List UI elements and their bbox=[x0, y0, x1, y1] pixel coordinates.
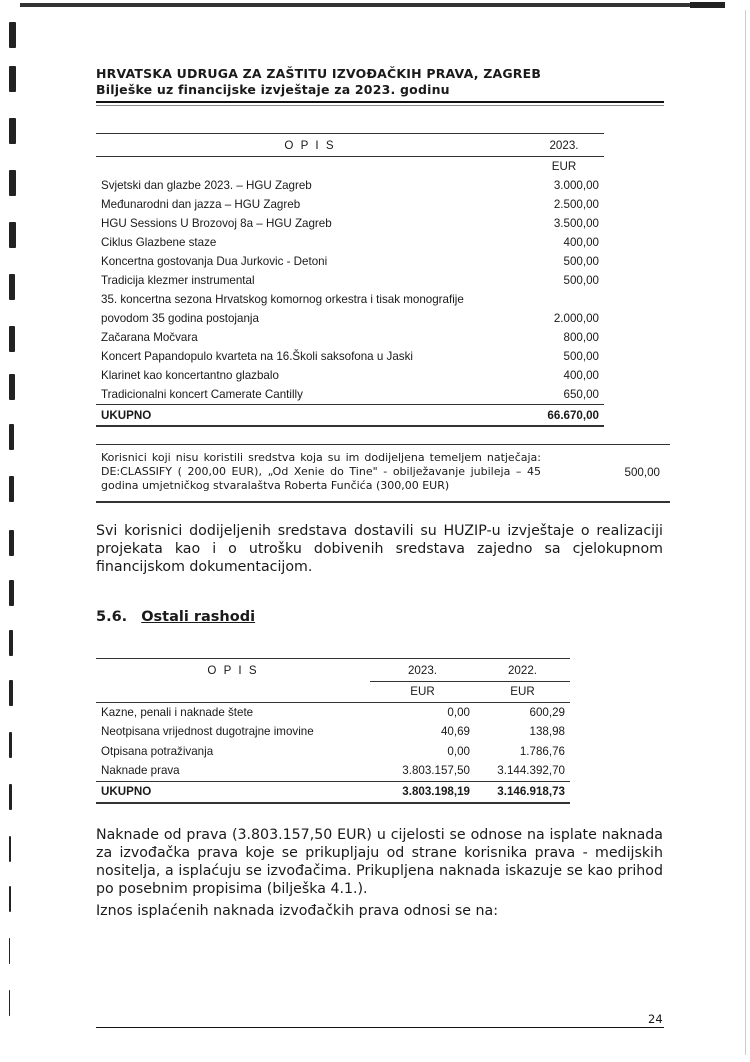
row-label: Kazne, penali i naknade štete bbox=[101, 705, 254, 719]
scan-edge-right bbox=[745, 10, 746, 1055]
punch-hole bbox=[9, 680, 13, 706]
scan-edge-top bbox=[20, 3, 725, 7]
table-row bbox=[96, 347, 604, 366]
table-row bbox=[96, 176, 604, 195]
paragraph-royalties: Naknade od prava (3.803.157,50 EUR) u cijelosti se odnose na isplate naknada za izvođačka prava koje se prikupljaju od strane korisnika prava - medijskih nositelja, a isplaćuju se izvođačima. Prikupljena naknada iskazuje se kao prihod po posebnim propisima (bilješka 4.1.). bbox=[96, 827, 663, 897]
row-label: Tradicionalni koncert Camerate Cantilly bbox=[96, 385, 524, 405]
footer-rule bbox=[96, 1027, 664, 1028]
table-header-row bbox=[96, 659, 570, 682]
column-header-opis: O P I S bbox=[96, 134, 524, 157]
row-value: 500,00 bbox=[563, 255, 599, 268]
row-value: 800,00 bbox=[563, 331, 599, 344]
row-value: 3.500,00 bbox=[553, 217, 599, 230]
organization-name: HRVATSKA UDRUGA ZA ZAŠTITU IZVOĐAČKIH PRAVA, ZAGREB bbox=[96, 66, 542, 81]
unused-funds-note bbox=[96, 444, 670, 503]
unit-label: EUR bbox=[551, 160, 577, 173]
unit-row bbox=[96, 157, 604, 177]
paragraph-payouts: Iznos isplaćenih naknada izvođačkih prava odnosi se na: bbox=[96, 903, 498, 919]
table-row bbox=[96, 252, 604, 271]
note-amount: 500,00 bbox=[624, 466, 660, 479]
punch-hole bbox=[9, 476, 14, 502]
total-label: UKUPNO bbox=[96, 781, 370, 803]
punch-hole bbox=[9, 784, 12, 810]
row-label: 35. koncertna sezona Hrvatskog komornog orkestra i tisak monografije bbox=[101, 293, 464, 306]
table-row bbox=[96, 761, 570, 781]
column-header-2023: 2023. bbox=[370, 659, 475, 682]
table-row bbox=[96, 271, 604, 290]
unit-row bbox=[96, 682, 570, 703]
row-label: Začarana Močvara bbox=[101, 331, 198, 344]
table-row bbox=[96, 722, 570, 742]
total-row bbox=[96, 781, 570, 803]
punch-hole bbox=[9, 66, 16, 92]
table-row bbox=[96, 214, 604, 233]
note-text: Korisnici koji nisu koristili sredstva koja su im dodijeljena temeljem natječaja: DE:CLASSIFY ( 200,00 EUR), „Od Xenie do Tine" - obilježavanje jubileja – 45 godina umjetničkog stvaralaštva Roberta Funčića (300,00 EUR) bbox=[101, 451, 541, 492]
column-header-year: 2023. bbox=[524, 134, 604, 157]
row-value-2023: 0,00 bbox=[447, 705, 470, 719]
row-value: 3.000,00 bbox=[553, 179, 599, 192]
total-value: 66.670,00 bbox=[524, 405, 604, 427]
row-value: 400,00 bbox=[563, 369, 599, 382]
table-row bbox=[96, 290, 604, 309]
punch-hole bbox=[9, 424, 14, 450]
row-label: Ciklus Glazbene staze bbox=[101, 236, 217, 249]
row-label: Otpisana potraživanja bbox=[101, 744, 214, 758]
total-row bbox=[96, 405, 604, 427]
document-subtitle: Bilješke uz financijske izvještaje za 2023. godinu bbox=[96, 82, 450, 97]
punch-hole bbox=[9, 990, 10, 1016]
row-value-2022: 138,98 bbox=[529, 725, 565, 739]
row-value-2023: 40,69 bbox=[440, 725, 470, 739]
unit-label: EUR bbox=[475, 682, 570, 703]
punch-hole bbox=[9, 938, 10, 964]
table-row bbox=[96, 233, 604, 252]
row-value: 650,00 bbox=[524, 385, 604, 405]
total-value-2023: 3.803.198,19 bbox=[370, 781, 475, 803]
row-value-2023: 3.803.157,50 bbox=[370, 761, 475, 781]
row-label: Svjetski dan glazbe 2023. – HGU Zagreb bbox=[101, 179, 312, 192]
page-number: 24 bbox=[648, 1012, 663, 1026]
punch-hole bbox=[9, 222, 16, 248]
row-value: 2.500,00 bbox=[553, 198, 599, 211]
row-value: 500,00 bbox=[563, 274, 599, 287]
row-value: 400,00 bbox=[563, 236, 599, 249]
table-header-row bbox=[96, 134, 604, 157]
section-number: 5.6. bbox=[96, 609, 128, 625]
row-label: povodom 35 godina postojanja bbox=[101, 312, 259, 325]
table-row bbox=[96, 702, 570, 722]
header-rule bbox=[96, 101, 664, 103]
header-rule-thin bbox=[96, 105, 664, 106]
section-heading bbox=[96, 609, 255, 625]
column-header-2022: 2022. bbox=[475, 659, 570, 682]
document-header bbox=[96, 66, 668, 98]
row-label: Koncertna gostovanja Dua Jurkovic - Detoni bbox=[101, 255, 328, 268]
punch-hole bbox=[9, 886, 11, 912]
row-label: Neotpisana vrijednost dugotrajne imovine bbox=[101, 725, 314, 739]
donations-table bbox=[96, 133, 604, 427]
table-row bbox=[96, 309, 604, 328]
other-expenses-table bbox=[96, 658, 570, 804]
total-value-2022: 3.146.918,73 bbox=[475, 781, 570, 803]
punch-hole bbox=[9, 170, 16, 196]
punch-hole bbox=[9, 732, 12, 758]
row-value-2022: 1.786,76 bbox=[519, 744, 565, 758]
punch-hole bbox=[9, 118, 16, 144]
punch-hole bbox=[9, 374, 15, 400]
row-label: Klarinet kao koncertantno glazbalo bbox=[101, 369, 279, 382]
table-row bbox=[96, 385, 604, 405]
row-label: Međunarodni dan jazza – HGU Zagreb bbox=[101, 198, 301, 211]
row-value: 500,00 bbox=[563, 350, 599, 363]
punch-hole bbox=[9, 580, 14, 606]
scan-edge-top-mark bbox=[690, 2, 725, 8]
row-value: 2.000,00 bbox=[553, 312, 599, 325]
table-row bbox=[96, 328, 604, 347]
table-row bbox=[96, 195, 604, 214]
punch-hole bbox=[9, 326, 15, 352]
unit-label: EUR bbox=[370, 682, 475, 703]
punch-hole bbox=[9, 630, 13, 656]
row-label: Koncert Papandopulo kvarteta na 16.Školi saksofona u Jaski bbox=[101, 350, 413, 363]
punch-hole bbox=[9, 836, 11, 862]
row-value-2022: 600,29 bbox=[529, 705, 565, 719]
punch-hole bbox=[9, 274, 15, 300]
row-value-2023: 0,00 bbox=[447, 744, 470, 758]
column-header-opis: O P I S bbox=[96, 659, 370, 682]
row-label: HGU Sessions U Brozovoj 8a – HGU Zagreb bbox=[101, 217, 332, 230]
table-row bbox=[96, 366, 604, 385]
punch-hole bbox=[9, 22, 16, 48]
section-title: Ostali rashodi bbox=[141, 609, 256, 625]
row-label: Tradicija klezmer instrumental bbox=[101, 274, 255, 287]
table-row bbox=[96, 742, 570, 762]
row-value bbox=[524, 290, 604, 309]
total-label: UKUPNO bbox=[96, 405, 524, 427]
row-value-2022: 3.144.392,70 bbox=[475, 761, 570, 781]
punch-hole bbox=[9, 530, 14, 556]
row-label: Naknade prava bbox=[96, 761, 370, 781]
paragraph-reporting: Svi korisnici dodijeljenih sredstava dostavili su HUZIP-u izvještaje o realizaciji projekata kao i o utrošku dobivenih sredstava zajedno sa cjelokupnom financijskom dokumentacijom. bbox=[96, 523, 663, 575]
